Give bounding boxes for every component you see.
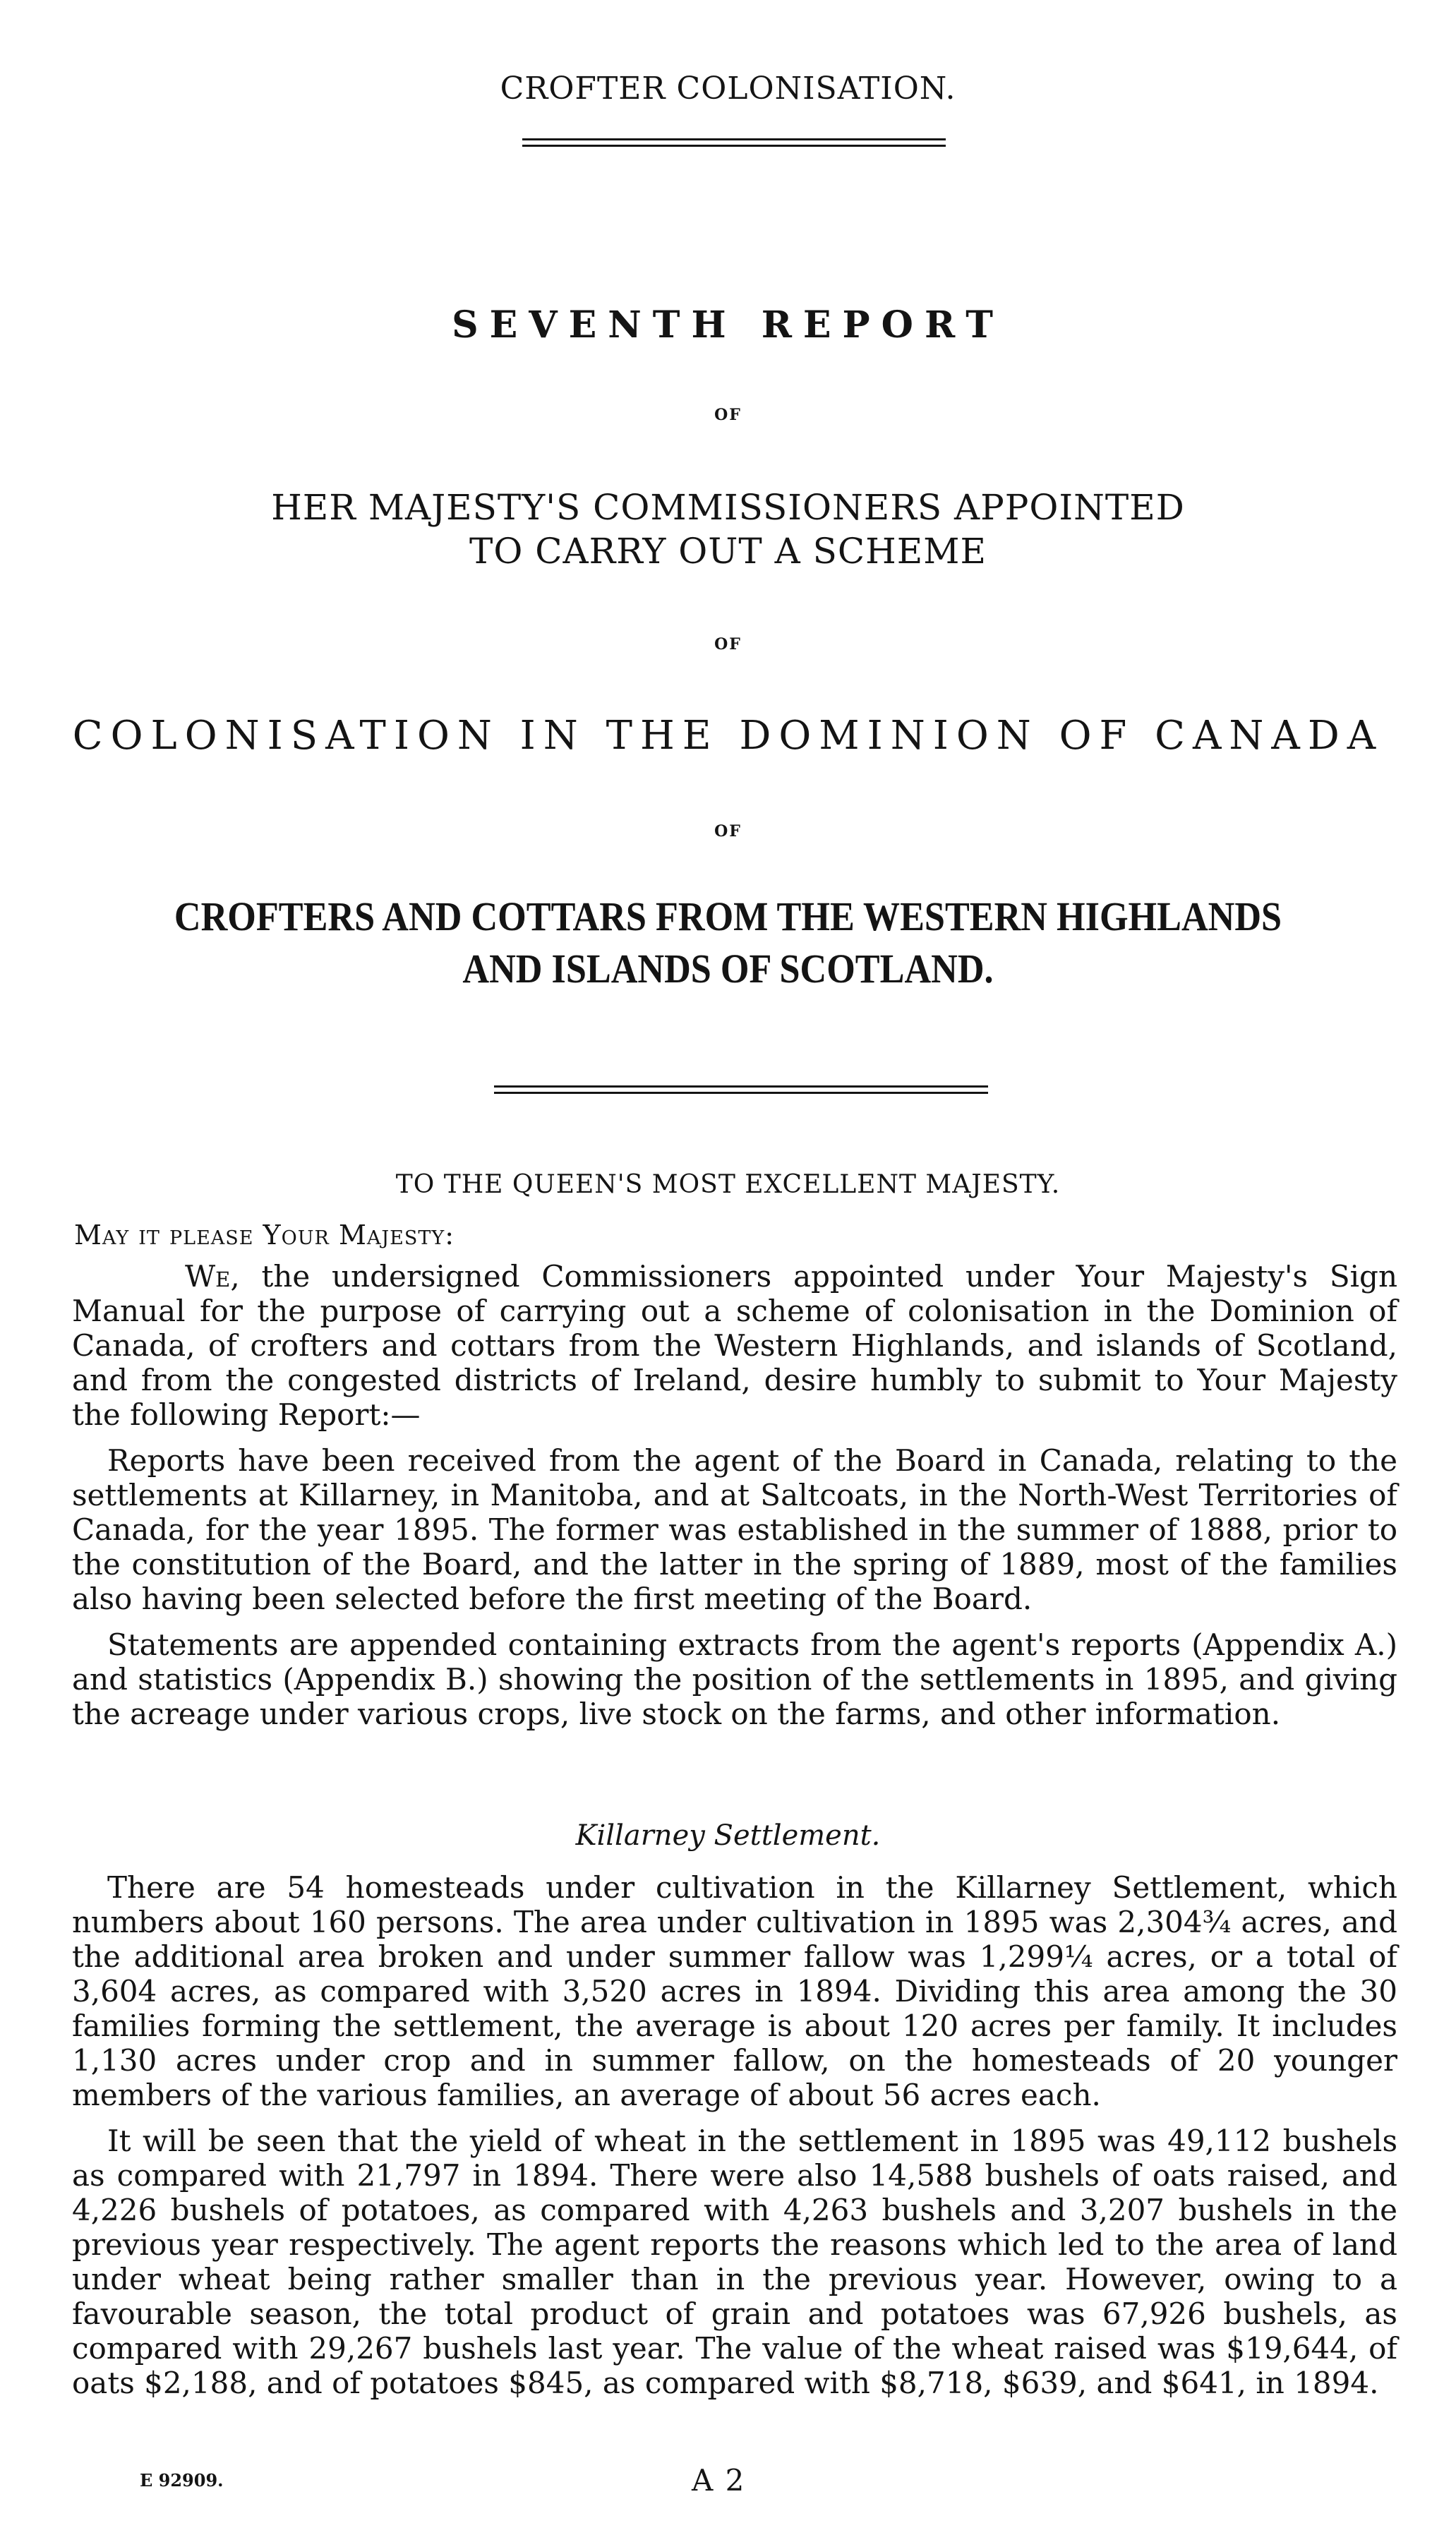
intro-paragraph-2: Reports have been received from the agent of the Board in Canada, relating to the settlements at Killarney, in Manitoba, and at Saltcoats, in the North-West Territories of Canada, for the year 1895. The former was established in the summer of 1888, prior to the constitution of the Board, and the latter in the spring of 1889, most of the families also having been selected before the first meeting of the Board.	[72, 1443, 1397, 1616]
title-connector-of: OF	[714, 406, 742, 424]
intro-body	[72, 1259, 1397, 1742]
colonisation-heading: COLONISATION IN THE DOMINION OF CANADA	[72, 713, 1384, 759]
crofters-line-1: CROFTERS AND COTTARS FROM THE WESTERN HIGHLANDS	[174, 893, 1282, 939]
section-double-rule	[494, 1085, 988, 1094]
intro-paragraph-3: Statements are appended containing extracts from the agent's reports (Appendix A.) and statistics (Appendix B.) showing the position of the settlements in 1895, and giving the acreage under various crops, live stock on the farms, and other information.	[72, 1627, 1397, 1731]
killarney-body	[72, 1870, 1397, 2411]
address-line: TO THE QUEEN'S MOST EXCELLENT MAJESTY.	[395, 1170, 1061, 1199]
intro-paragraph-1	[72, 1259, 1397, 1432]
title-connector-of: OF	[714, 822, 742, 841]
salutation: May it please Your Majesty:	[74, 1220, 455, 1251]
crofters-line-2: AND ISLANDS OF SCOTLAND.	[462, 946, 994, 992]
running-head: CROFTER COLONISATION.	[500, 71, 956, 107]
killarney-paragraph-2: It will be seen that the yield of wheat in the settlement in 1895 was 49,112 bushels as compared with 21,797 in 1894. There were also 14,588 bushels of oats raised, and 4,226 bushels of potatoes, as compared with 4,263 bushels and 3,207 bushels in the previous year respectively. The agent reports the reasons which led to the area of land under wheat being rather smaller than in the previous year. However, owing to a favourable season, the total product of grain and potatoes was 67,926 bushels, as compared with 29,267 bushels last year. The value of the wheat raised was $19,644, of oats $2,188, and of potatoes $845, as compared with $8,718, $639, and $641, in 1894.	[72, 2124, 1397, 2400]
header-double-rule	[522, 138, 946, 147]
title-connector-of: OF	[714, 635, 742, 654]
crofters-heading	[73, 891, 1383, 995]
report-title: SEVENTH REPORT	[452, 303, 1004, 347]
killarney-paragraph-1: There are 54 homesteads under cultivation in the Killarney Settlement, which numbers about 160 persons. The area under cultivation in 1895 was 2,304¾ acres, and the additional area broken and under summer fallow was 1,299¼ acres, or a total of 3,604 acres, as compared with 3,520 acres in 1894. Dividing this area among the 30 families forming the settlement, the average is about 120 acres per family. It includes 1,130 acres under crop and in summer fallow, on the homesteads of 20 younger members of the various families, an average of about 56 acres each.	[72, 1870, 1397, 2112]
intro-paragraph-1-text: , the undersigned Commissioners appointed under Your Majesty's Sign Manual for the purpose of carrying out a scheme of colonisation in the Dominion of Canada, of crofters and cottars from the Western Highlands, and islands of Scotland, and from the congested districts of Ireland, desire humbly to submit to Your Majesty the following Report:—	[72, 1259, 1397, 1432]
signature-mark: A 2	[692, 2463, 746, 2498]
printer-code: E 92909.	[140, 2470, 224, 2491]
section-heading-killarney: Killarney Settlement.	[575, 1819, 881, 1852]
commissioners-heading	[0, 486, 1456, 573]
commissioners-line-1: HER MAJESTY'S COMMISSIONERS APPOINTED	[271, 487, 1185, 528]
commissioners-line-2: TO CARRY OUT A SCHEME	[469, 531, 987, 572]
opening-word: We	[185, 1259, 231, 1294]
